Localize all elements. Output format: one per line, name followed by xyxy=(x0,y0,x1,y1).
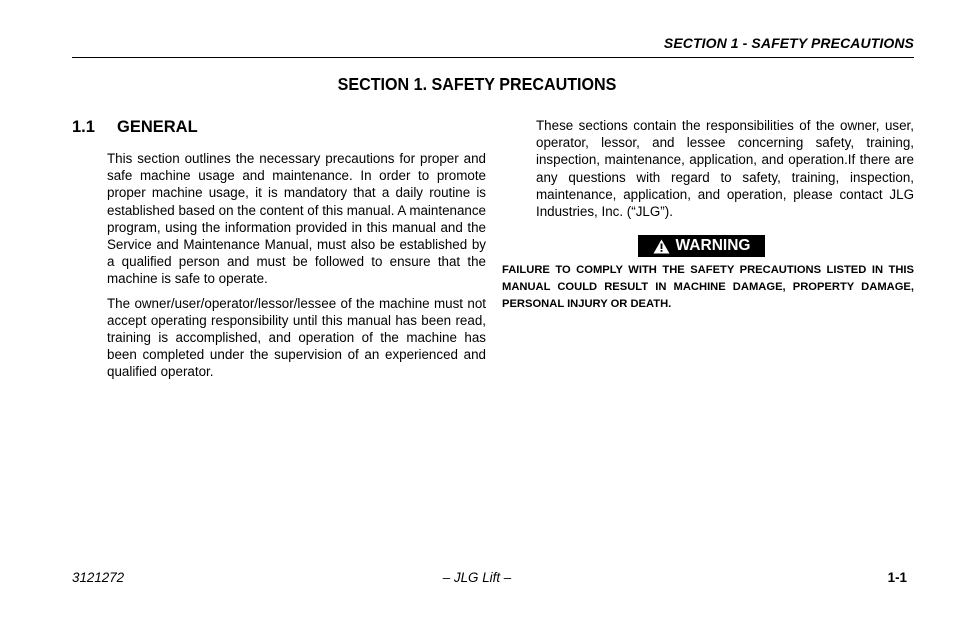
paragraph: These sections contain the responsibilities of the owner, user, operator, lessor, and lessee concerning safety, training, inspection, maintenance, application, and operation.If there are any questions with regard to safety, training, inspection, maintenance, application, and operation, please contact JLG Industries, Inc. (“JLG”). xyxy=(536,118,914,220)
header-divider xyxy=(72,57,914,58)
document-number: 3121272 xyxy=(72,570,125,585)
paragraph: The owner/user/operator/lessor/lessee of the machine must not accept operating responsibility until this manual has been read, training is accomplished, and operation of the machine has been completed under the supervision of an experienced and qualified operator. xyxy=(107,295,486,380)
paragraph: This section outlines the necessary precautions for proper and safe machine usage and maintenance. In order to promote proper machine usage, it is mandatory that a daily routine is established based on the content of this manual. A maintenance program, using the information provided in this manual and the Service and Maintenance Manual, must also be established by a qualified person and must be followed to ensure that the machine is safe to operate. xyxy=(107,151,486,287)
warning-text: FAILURE TO COMPLY WITH THE SAFETY PRECAUTIONS LISTED IN THIS MANUAL COULD RESULT IN MACHINE DAMAGE, PROPERTY DAMAGE, PERSONAL INJURY OR DEATH. xyxy=(502,264,914,311)
right-column xyxy=(536,117,914,220)
running-header: SECTION 1 - SAFETY PRECAUTIONS xyxy=(663,35,914,51)
page-number: 1-1 xyxy=(887,570,907,585)
subsection-title: GENERAL xyxy=(117,118,198,136)
subsection-heading xyxy=(72,118,198,137)
warning-badge xyxy=(638,235,765,257)
warning-triangle-icon xyxy=(653,239,670,254)
subsection-number: 1.1 xyxy=(72,118,95,136)
section-title: SECTION 1. SAFETY PRECAUTIONS xyxy=(337,74,617,94)
footer-brand: – JLG Lift – xyxy=(442,570,512,585)
warning-label: WARNING xyxy=(675,237,751,254)
left-column xyxy=(107,150,486,388)
